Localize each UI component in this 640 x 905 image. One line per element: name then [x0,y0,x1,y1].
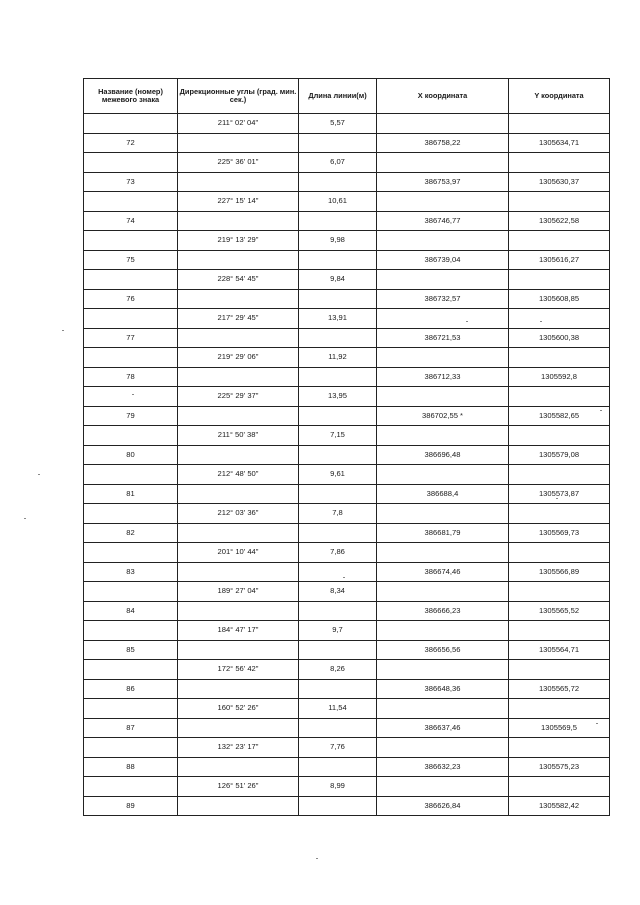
point-name-cell: 73 [84,172,178,192]
y-coordinate-cell [509,426,610,446]
point-name-cell: 74 [84,211,178,231]
point-row [84,250,610,270]
y-coordinate-cell [509,231,610,251]
y-coordinate-cell [509,777,610,797]
direction-angle-cell: 225° 36' 01" [178,153,299,173]
point-name-cell [84,231,178,251]
x-coordinate-cell: 386681,79 [377,523,509,543]
y-coordinate-cell [509,543,610,563]
direction-angle-cell [178,718,299,738]
line-length-cell [299,406,377,426]
y-coordinate-cell [509,348,610,368]
point-name-cell: 81 [84,484,178,504]
line-length-cell: 7,8 [299,504,377,524]
point-row [84,328,610,348]
y-coordinate-cell: 1305579,08 [509,445,610,465]
point-name-cell [84,621,178,641]
line-length-cell [299,367,377,387]
scan-speck [132,394,134,395]
direction-angle-cell [178,679,299,699]
direction-angle-cell: 211° 50' 38" [178,426,299,446]
x-coordinate-cell: 386696,48 [377,445,509,465]
line-length-cell: 5,57 [299,114,377,134]
line-length-cell [299,718,377,738]
direction-angle-cell: 217° 29' 45" [178,309,299,329]
point-name-cell [84,348,178,368]
y-coordinate-cell [509,270,610,290]
y-coordinate-cell: 1305569,5 [509,718,610,738]
point-row [84,289,610,309]
direction-angle-cell [178,484,299,504]
header-direction-angle: Дирекционные углы (град. мин. сек.) [178,79,299,114]
x-coordinate-cell: 386674,46 [377,562,509,582]
x-coordinate-cell: 386758,22 [377,133,509,153]
x-coordinate-cell [377,504,509,524]
y-coordinate-cell [509,699,610,719]
point-name-cell [84,153,178,173]
y-coordinate-cell: 1305575,23 [509,757,610,777]
segment-row [84,621,610,641]
line-length-cell: 11,54 [299,699,377,719]
point-name-cell: 86 [84,679,178,699]
x-coordinate-cell [377,660,509,680]
line-length-cell [299,484,377,504]
scan-speck [343,577,345,578]
direction-angle-cell: 219° 29' 06" [178,348,299,368]
point-name-cell: 78 [84,367,178,387]
segment-row [84,153,610,173]
x-coordinate-cell [377,465,509,485]
point-name-cell: 82 [84,523,178,543]
scan-speck [600,410,602,411]
line-length-cell: 10,61 [299,192,377,212]
line-length-cell [299,172,377,192]
point-row [84,718,610,738]
point-name-cell [84,465,178,485]
y-coordinate-cell: 1305582,65 [509,406,610,426]
direction-angle-cell: 211° 02' 04" [178,114,299,134]
x-coordinate-cell: 386632,23 [377,757,509,777]
y-coordinate-cell [509,738,610,758]
point-row [84,133,610,153]
direction-angle-cell: 184° 47' 17" [178,621,299,641]
point-name-cell [84,738,178,758]
x-coordinate-cell: 386626,84 [377,796,509,816]
point-row [84,484,610,504]
direction-angle-cell [178,133,299,153]
y-coordinate-cell [509,309,610,329]
point-name-cell [84,114,178,134]
y-coordinate-cell [509,582,610,602]
x-coordinate-cell [377,426,509,446]
segment-row [84,660,610,680]
header-y-coordinate: Y координата [509,79,610,114]
scan-speck [556,498,558,499]
point-name-cell: 72 [84,133,178,153]
segment-row [84,270,610,290]
point-name-cell: 80 [84,445,178,465]
x-coordinate-cell [377,621,509,641]
scan-speck [540,321,542,322]
line-length-cell: 8,26 [299,660,377,680]
y-coordinate-cell: 1305565,72 [509,679,610,699]
segment-row [84,426,610,446]
point-row [84,523,610,543]
boundary-coordinates-table [83,78,610,816]
direction-angle-cell [178,562,299,582]
x-coordinate-cell [377,543,509,563]
scan-speck [316,858,318,859]
line-length-cell [299,328,377,348]
header-point-name: Название (номер) межевого знака [84,79,178,114]
point-name-cell [84,309,178,329]
segment-row [84,309,610,329]
point-row [84,640,610,660]
segment-row [84,348,610,368]
line-length-cell: 9,98 [299,231,377,251]
scan-speck [596,723,598,724]
line-length-cell [299,601,377,621]
point-name-cell: 84 [84,601,178,621]
line-length-cell: 7,15 [299,426,377,446]
scan-speck [38,474,40,475]
x-coordinate-cell [377,387,509,407]
point-name-cell: 75 [84,250,178,270]
line-length-cell: 8,99 [299,777,377,797]
y-coordinate-cell [509,504,610,524]
scan-speck [62,330,64,331]
y-coordinate-cell: 1305616,27 [509,250,610,270]
segment-row [84,114,610,134]
x-coordinate-cell: 386721,53 [377,328,509,348]
segment-row [84,582,610,602]
line-length-cell: 7,76 [299,738,377,758]
direction-angle-cell: 212° 48' 50" [178,465,299,485]
point-name-cell [84,777,178,797]
x-coordinate-cell: 386702,55 * [377,406,509,426]
point-name-cell: 85 [84,640,178,660]
direction-angle-cell [178,289,299,309]
line-length-cell: 7,86 [299,543,377,563]
direction-angle-cell: 201° 10' 44" [178,543,299,563]
point-name-cell [84,426,178,446]
segment-row [84,543,610,563]
point-row [84,211,610,231]
x-coordinate-cell: 386712,33 [377,367,509,387]
point-row [84,679,610,699]
line-length-cell [299,523,377,543]
x-coordinate-cell [377,153,509,173]
x-coordinate-cell [377,777,509,797]
point-row [84,406,610,426]
y-coordinate-cell [509,621,610,641]
point-name-cell [84,504,178,524]
direction-angle-cell: 126° 51' 26" [178,777,299,797]
direction-angle-cell: 225° 29' 37" [178,387,299,407]
x-coordinate-cell [377,738,509,758]
y-coordinate-cell: 1305592,8 [509,367,610,387]
line-length-cell [299,211,377,231]
table-header-row [84,79,610,114]
line-length-cell [299,250,377,270]
point-row [84,601,610,621]
segment-row [84,738,610,758]
point-name-cell: 89 [84,796,178,816]
segment-row [84,699,610,719]
direction-angle-cell: 228° 54' 45" [178,270,299,290]
point-name-cell: 76 [84,289,178,309]
x-coordinate-cell: 386732,57 [377,289,509,309]
point-name-cell [84,660,178,680]
x-coordinate-cell: 386739,04 [377,250,509,270]
segment-row [84,504,610,524]
direction-angle-cell: 132° 23' 17" [178,738,299,758]
point-name-cell [84,192,178,212]
y-coordinate-cell: 1305608,85 [509,289,610,309]
y-coordinate-cell: 1305622,58 [509,211,610,231]
y-coordinate-cell: 1305630,37 [509,172,610,192]
y-coordinate-cell: 1305566,89 [509,562,610,582]
direction-angle-cell [178,601,299,621]
point-name-cell: 83 [84,562,178,582]
line-length-cell [299,796,377,816]
y-coordinate-cell [509,660,610,680]
y-coordinate-cell: 1305600,38 [509,328,610,348]
direction-angle-cell [178,523,299,543]
x-coordinate-cell [377,231,509,251]
x-coordinate-cell [377,192,509,212]
y-coordinate-cell: 1305564,71 [509,640,610,660]
line-length-cell: 13,95 [299,387,377,407]
direction-angle-cell [178,640,299,660]
line-length-cell: 9,7 [299,621,377,641]
scan-speck [466,321,468,322]
point-row [84,367,610,387]
y-coordinate-cell: 1305565,52 [509,601,610,621]
line-length-cell [299,445,377,465]
direction-angle-cell: 219° 13' 29" [178,231,299,251]
point-name-cell [84,582,178,602]
line-length-cell: 11,92 [299,348,377,368]
point-name-cell: 88 [84,757,178,777]
line-length-cell: 6,07 [299,153,377,173]
line-length-cell [299,679,377,699]
x-coordinate-cell: 386637,46 [377,718,509,738]
direction-angle-cell [178,211,299,231]
point-row [84,757,610,777]
x-coordinate-cell [377,309,509,329]
line-length-cell: 13,91 [299,309,377,329]
point-name-cell: 79 [84,406,178,426]
line-length-cell [299,640,377,660]
table-body [84,114,610,816]
x-coordinate-cell [377,348,509,368]
header-line-length: Длина линии(м) [299,79,377,114]
segment-row [84,465,610,485]
segment-row [84,387,610,407]
x-coordinate-cell: 386666,23 [377,601,509,621]
point-row [84,796,610,816]
direction-angle-cell [178,406,299,426]
x-coordinate-cell [377,114,509,134]
x-coordinate-cell: 386688,4 [377,484,509,504]
point-row [84,172,610,192]
y-coordinate-cell: 1305573,87 [509,484,610,504]
line-length-cell [299,757,377,777]
direction-angle-cell: 212° 03' 36" [178,504,299,524]
point-name-cell: 87 [84,718,178,738]
x-coordinate-cell: 386656,56 [377,640,509,660]
direction-angle-cell [178,757,299,777]
x-coordinate-cell: 386746,77 [377,211,509,231]
y-coordinate-cell [509,153,610,173]
x-coordinate-cell: 386648,36 [377,679,509,699]
segment-row [84,777,610,797]
direction-angle-cell [178,445,299,465]
y-coordinate-cell [509,465,610,485]
x-coordinate-cell [377,699,509,719]
line-length-cell [299,562,377,582]
y-coordinate-cell: 1305569,73 [509,523,610,543]
direction-angle-cell [178,796,299,816]
y-coordinate-cell [509,387,610,407]
line-length-cell [299,133,377,153]
y-coordinate-cell [509,192,610,212]
x-coordinate-cell: 386753,97 [377,172,509,192]
direction-angle-cell: 160° 52' 26" [178,699,299,719]
direction-angle-cell [178,172,299,192]
point-name-cell [84,387,178,407]
point-name-cell [84,699,178,719]
point-row [84,445,610,465]
point-row [84,562,610,582]
y-coordinate-cell: 1305582,42 [509,796,610,816]
direction-angle-cell: 172° 56' 42" [178,660,299,680]
line-length-cell: 9,84 [299,270,377,290]
direction-angle-cell: 189° 27' 04" [178,582,299,602]
x-coordinate-cell [377,270,509,290]
point-name-cell: 77 [84,328,178,348]
segment-row [84,192,610,212]
direction-angle-cell [178,328,299,348]
y-coordinate-cell: 1305634,71 [509,133,610,153]
point-name-cell [84,270,178,290]
header-x-coordinate: X координата [377,79,509,114]
y-coordinate-cell [509,114,610,134]
direction-angle-cell [178,250,299,270]
segment-row [84,231,610,251]
line-length-cell [299,289,377,309]
scan-speck [24,518,26,519]
line-length-cell: 8,34 [299,582,377,602]
x-coordinate-cell [377,582,509,602]
point-name-cell [84,543,178,563]
direction-angle-cell: 227° 15' 14" [178,192,299,212]
direction-angle-cell [178,367,299,387]
line-length-cell: 9,61 [299,465,377,485]
